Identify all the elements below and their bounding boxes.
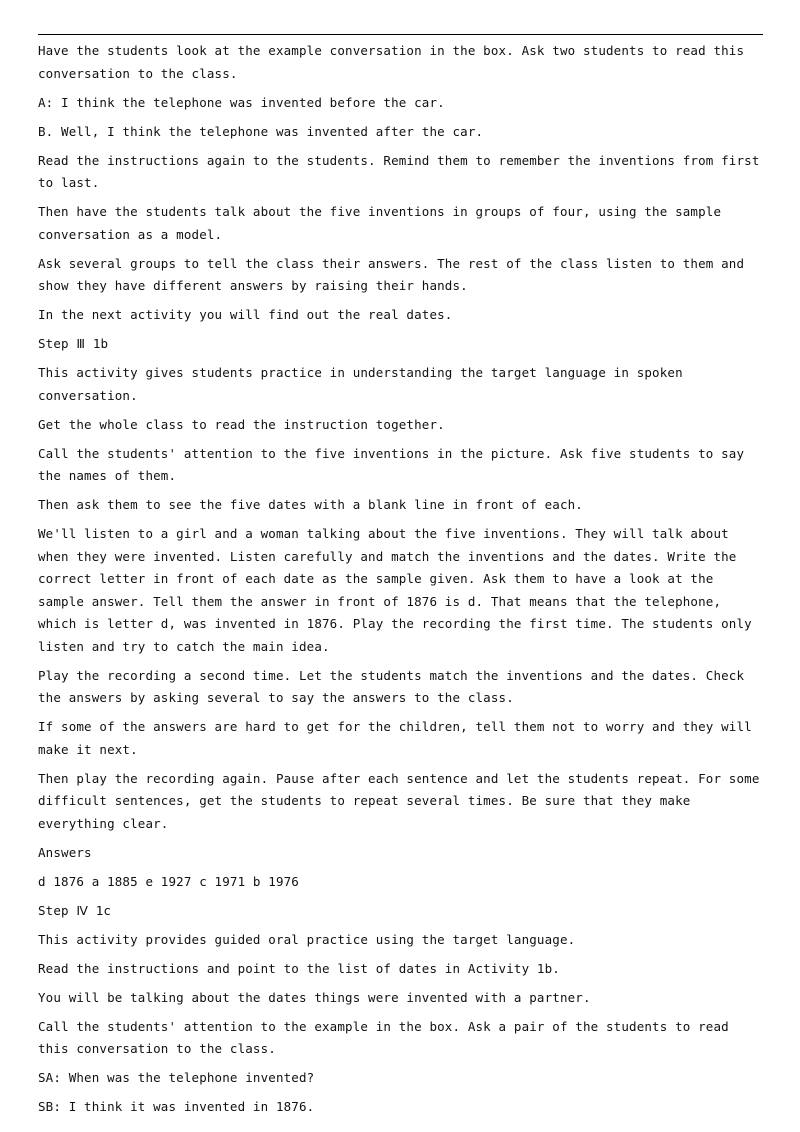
paragraph: We'll listen to a girl and a woman talking about the five inventions. They will talk about when they were invented. Listen carefully and match the inventions and the dates. Write the correct letter in front of each date as the sample given. Ask them to have a look at the sample answer. Tell them the answer in front of 1876 is d. That means that the telephone, which is letter d, was invented in 1876. Play the recording the first time. The students only listen and try to catch the main idea. xyxy=(38,526,752,654)
paragraph: Ask several groups to tell the class their answers. The rest of the class listen to them and show they have different answers by raising their hands. xyxy=(38,255,745,293)
paragraph: This activity gives students practice in understanding the target language in spoken conversation. xyxy=(38,365,683,403)
paragraph: If some of the answers are hard to get for the children, tell them not to worry and they will make it next. xyxy=(38,719,752,757)
header-rule xyxy=(38,34,763,35)
document-body xyxy=(38,40,763,1125)
step-heading: Step Ⅳ 1c xyxy=(38,902,112,918)
paragraph: Read the instructions and point to the list of dates in Activity 1b. xyxy=(38,960,560,976)
dialogue-line: SB: I think it was invented in 1876. xyxy=(38,1099,315,1114)
paragraph: Get the whole class to read the instruction together. xyxy=(38,416,445,432)
paragraph: Have the students look at the example conversation in the box. Ask two students to read this conversation to the class. xyxy=(38,43,745,81)
paragraph: This activity provides guided oral practice using the target language. xyxy=(38,931,576,947)
answers-heading: Answers xyxy=(38,844,92,860)
paragraph: Then have the students talk about the five inventions in groups of four, using the sample conversation as a model. xyxy=(38,204,722,242)
paragraph: Then ask them to see the five dates with a blank line in front of each. xyxy=(38,497,583,512)
dialogue-line: SA: When was the telephone invented? xyxy=(38,1070,315,1085)
paragraph: Then play the recording again. Pause after each sentence and let the students repeat. For some difficult sentences, get the students to repeat several times. Be sure that they make everything clear. xyxy=(38,770,760,831)
paragraph: Call the students' attention to the five inventions in the picture. Ask five students to say the names of them. xyxy=(38,445,745,483)
dialogue-line: B. Well, I think the telephone was invented after the car. xyxy=(38,123,484,139)
dialogue-line: A: I think the telephone was invented before the car. xyxy=(38,94,445,110)
answers-line: d 1876 a 1885 e 1927 c 1971 b 1976 xyxy=(38,873,299,889)
step-heading: Step Ⅲ 1b xyxy=(38,336,109,351)
paragraph: Play the recording a second time. Let the students match the inventions and the dates. Check the answers by asking several to say the answers to the class. xyxy=(38,667,745,705)
paragraph: You will be talking about the dates things were invented with a partner. xyxy=(38,989,591,1005)
paragraph: Read the instructions again to the students. Remind them to remember the inventions from first to last. xyxy=(38,152,760,190)
paragraph: Call the students' attention to the example in the box. Ask a pair of the students to read this conversation to the class. xyxy=(38,1018,729,1056)
paragraph: In the next activity you will find out the real dates. xyxy=(38,307,453,322)
